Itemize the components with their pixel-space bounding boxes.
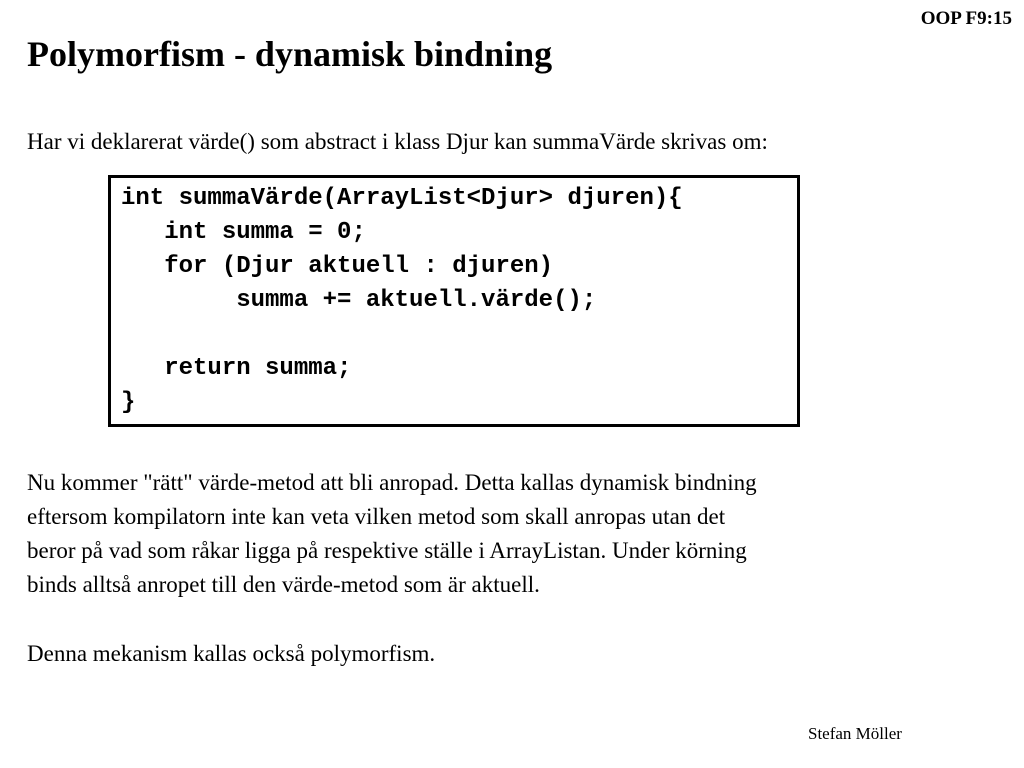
code-line: } bbox=[121, 389, 136, 416]
code-block bbox=[108, 175, 800, 427]
code-line: summa += aktuell.värde(); bbox=[121, 287, 597, 314]
slide-title: Polymorfism - dynamisk bindning bbox=[27, 34, 553, 74]
code-line: for (Djur aktuell : djuren) bbox=[121, 253, 554, 280]
code-line: int summaVärde(ArrayList<Djur> djuren){ bbox=[121, 185, 683, 212]
author-name: Stefan Möller bbox=[808, 724, 902, 743]
paragraph-line: Nu kommer "rätt" värde-metod att bli anropad. Detta kallas dynamisk bindning bbox=[27, 470, 757, 495]
intro-text: Har vi deklarerat värde() som abstract i klass Djur kan summaVärde skrivas om: bbox=[27, 129, 768, 154]
explanation-paragraph bbox=[27, 466, 757, 602]
paragraph-line: beror på vad som råkar ligga på respektive ställe i ArrayListan. Under körning bbox=[27, 538, 747, 563]
conclusion-paragraph: Denna mekanism kallas också polymorfism. bbox=[27, 641, 436, 666]
code-line: return summa; bbox=[121, 355, 352, 382]
paragraph-line: eftersom kompilatorn inte kan veta vilken metod som skall anropas utan det bbox=[27, 504, 726, 529]
slide-number: OOP F9:15 bbox=[920, 8, 1012, 29]
code-line: int summa = 0; bbox=[121, 219, 366, 246]
paragraph-line: binds alltså anropet till den värde-metod som är aktuell. bbox=[27, 572, 540, 597]
